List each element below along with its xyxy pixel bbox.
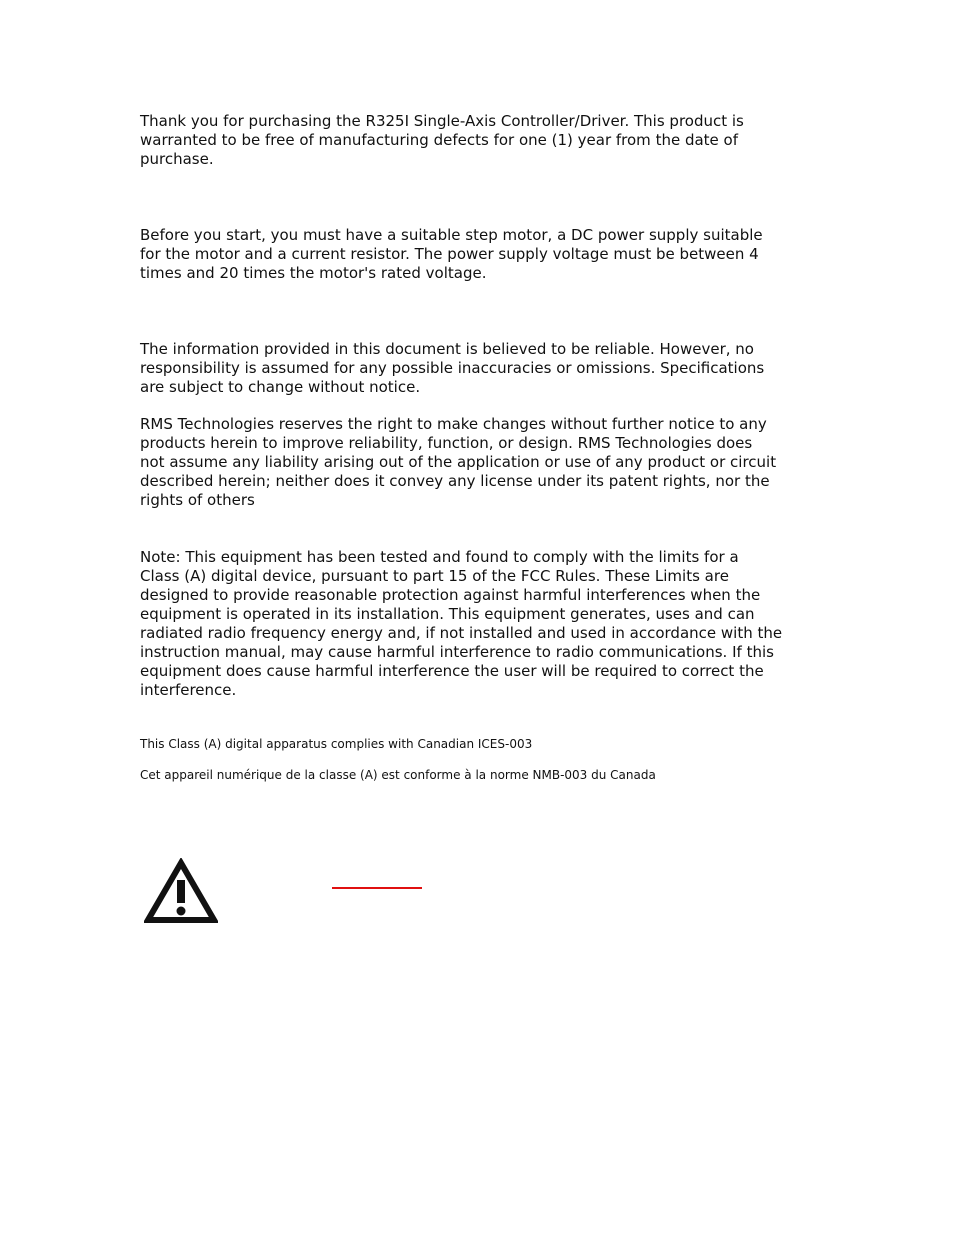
fcc-note-paragraph: Note: This equipment has been tested and found to comply with the limits for a Class (A) digital device, pursuant to part 15 of the FCC Rules. These Limits are designed to provide reasonable protection against harmful interferences when the equipment is operated in its installation. This equipment generates, uses and can radiated radio frequency energy and, if not installed and used in accordance with the instruction manual, may cause harmful interference to radio communications. If this equipment does cause harmful interference the user will be required to correct the interference. [140,548,783,699]
warning-triangle-icon [144,858,218,924]
before-start-paragraph: Before you start, you must have a suitable step motor, a DC power supply suitable for the motor and a current resistor. The power supply voltage must be between 4 times and 20 times the motor's rated voltage. [140,226,763,282]
ices-compliance-statement: This Class (A) digital apparatus complies with Canadian ICES-003 [140,737,533,751]
warning-heading-underline [332,887,422,889]
nmb-compliance-statement: Cet appareil numérique de la classe (A) est conforme à la norme NMB-003 du Canada [140,768,656,782]
rights-paragraph: RMS Technologies reserves the right to make changes without further notice to any products herein to improve reliability, function, or design. RMS Technologies does not assume any liability arising out of the application or use of any product or circuit described herein; neither does it convey any license under its patent rights, nor the rights of others [140,415,777,509]
warranty-paragraph: Thank you for purchasing the R325I Single-Axis Controller/Driver. This product is warranted to be free of manufacturing defects for one (1) year from the date of purchase. [140,112,744,168]
disclaimer-paragraph: The information provided in this document is believed to be reliable. However, no responsibility is assumed for any possible inaccuracies or omissions. Specifications are subject to change without notice. [140,340,765,396]
